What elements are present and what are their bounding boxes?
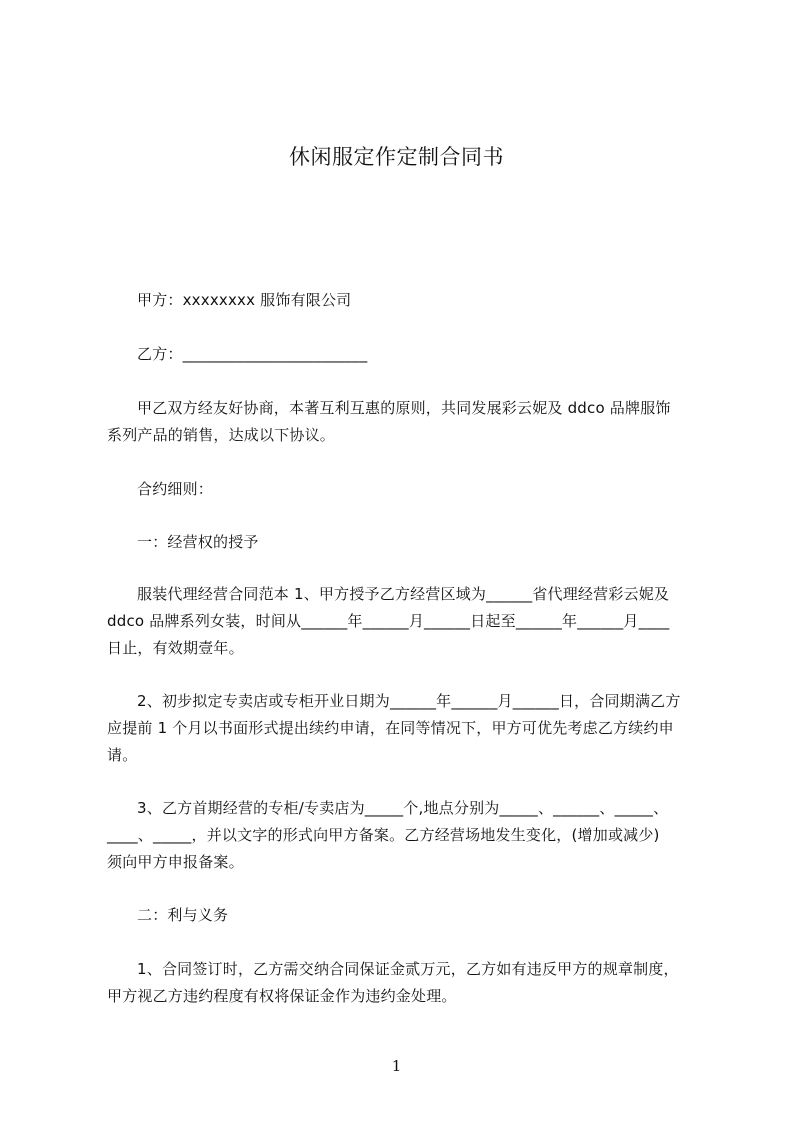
party-a-line: 甲方：xxxxxxxx 服饰有限公司 xyxy=(137,291,352,309)
section1-item1-line-2: ddco 品牌系列女装，时间从______年______月______日起至______年______月____ xyxy=(107,612,670,630)
page-number: 1 xyxy=(391,1057,402,1075)
section2-item1-line-1: 1、合同签订时，乙方需交纳合同保证金贰万元，乙方如有违反甲方的规章制度， xyxy=(137,960,679,978)
party-b-line: 乙方：________________________ xyxy=(137,345,368,363)
rules-heading: 合约细则： xyxy=(137,480,214,498)
section1-item1-line-1: 服装代理经营合同范本 1、甲方授予乙方经营区域为______省代理经营彩云妮及 xyxy=(137,585,670,603)
section1-item1-line-3: 日止，有效期壹年。 xyxy=(107,639,244,657)
section1-item3-line-3: 须向甲方申报备案。 xyxy=(107,853,244,871)
section2-item1-line-2: 甲方视乙方违约程度有权将保证金作为违约金处理。 xyxy=(107,987,457,1005)
section1-item2-line-1: 2、初步拟定专卖店或专柜开业日期为______年______月______日，合同期满乙方 xyxy=(137,692,681,710)
document-title: 休闲服定作定制合同书 xyxy=(289,145,504,169)
intro-line-2: 系列产品的销售，达成以下协议。 xyxy=(107,426,336,444)
section1-heading: 一：经营权的授予 xyxy=(137,533,259,551)
section1-item2-line-3: 请。 xyxy=(107,746,138,764)
section2-heading: 二：利与义务 xyxy=(137,906,229,924)
intro-line-1: 甲乙双方经友好协商，本著互利互惠的原则，共同发展彩云妮及 ddco 品牌服饰 xyxy=(137,399,671,417)
section1-item2-line-2: 应提前 1 个月以书面形式提出续约申请，在同等情况下，甲方可优先考虑乙方续约申 xyxy=(107,719,674,737)
section1-item3-line-2: ____、_____，并以文字的形式向甲方备案。乙方经营场地发生变化，(增加或减少) xyxy=(107,826,660,844)
section1-item3-line-1: 3、乙方首期经营的专柜/专卖店为_____个,地点分别为_____、______、_____、 xyxy=(137,799,669,817)
